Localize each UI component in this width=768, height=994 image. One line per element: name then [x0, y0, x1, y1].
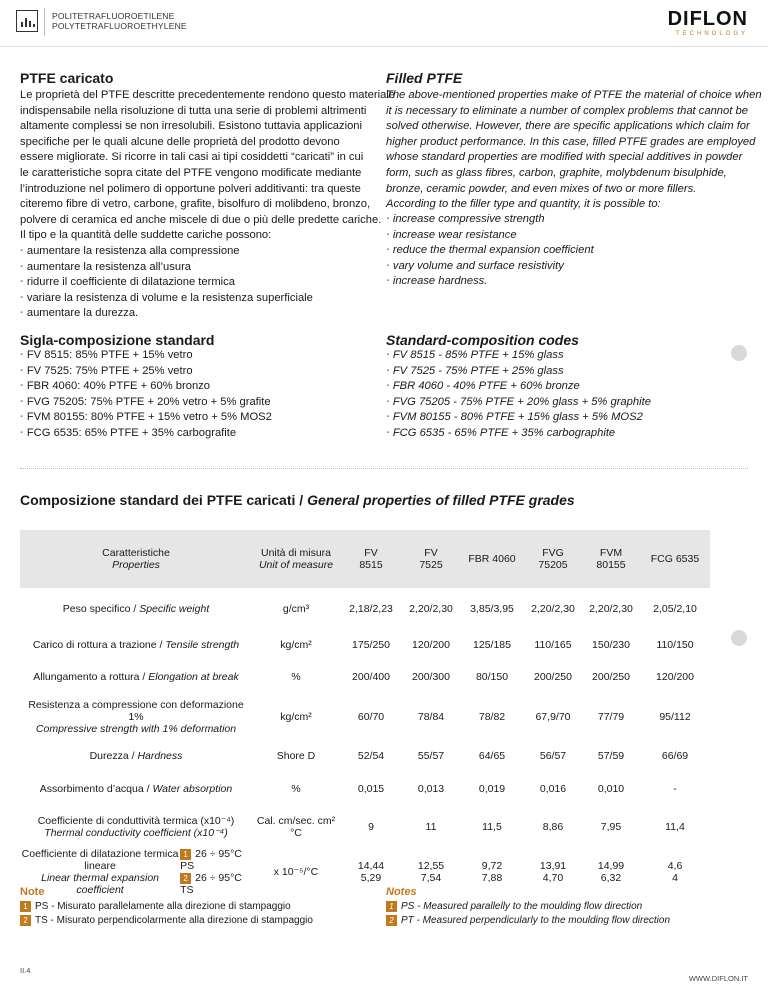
list-item: · aumentare la resistenza alla compressione — [20, 244, 313, 260]
header-fv7525: FV 7525 — [402, 530, 460, 588]
header-rule — [0, 46, 768, 47]
list-item: · increase compressive strength — [386, 212, 594, 228]
header-line-1: POLITETRAFLUOROETILENE — [52, 11, 175, 21]
list-item: · FV 8515 - 85% PTFE + 15% glass — [386, 348, 651, 364]
value-cell: 67,9/70 — [535, 711, 571, 723]
value-cell: 175/250 — [352, 639, 390, 651]
value-cell: 60/70 — [357, 711, 385, 723]
list-item: · FVG 75205: 75% PTFE + 20% vetro + 5% grafite — [20, 395, 272, 411]
list-item: · ridurre il coefficiente di dilatazione termica — [20, 275, 313, 291]
list-item: · FV 7525 - 75% PTFE + 25% glass — [386, 364, 651, 380]
value-cell: 200/400 — [352, 671, 390, 683]
value-cell: 66/69 — [661, 750, 689, 762]
text-line: whose standard properties are modified with special additives in powder — [386, 151, 743, 164]
list-item: · FV 7525: 75% PTFE + 25% vetro — [20, 364, 272, 380]
header-line-2: POLYTETRAFLUOROETHYLENE — [52, 21, 187, 31]
value-cell: 95/112 — [659, 711, 691, 723]
list-item: · FV 8515: 85% PTFE + 15% vetro — [20, 348, 272, 364]
value-cell: 0,015 — [357, 783, 385, 795]
en-bullets — [386, 212, 594, 290]
value-cell: 11 — [425, 821, 437, 833]
text-line: form, such as glass fibres, carbon, graphite, molybdenum bisulphide, — [386, 166, 727, 179]
header-fv8515: FV 8515 — [340, 530, 402, 588]
diflon-logo: DIFLON — [667, 8, 748, 30]
list-item: · increase wear resistance — [386, 228, 594, 244]
value-cell: - — [673, 783, 677, 795]
value-cell: 13,91 4,70 — [539, 860, 567, 884]
header-properties: Caratteristiche Properties — [20, 530, 252, 588]
value-cell: 0,016 — [539, 783, 567, 795]
value-cell: 120/200 — [656, 671, 694, 683]
property-cell: Resistenza a compressione con deformazione 1% Compressive strength with 1% deformation — [28, 699, 244, 735]
value-cell: 9 — [368, 821, 374, 833]
list-item: · FBR 4060 - 40% PTFE + 60% bronze — [386, 379, 651, 395]
property-cell: Durezza / Hardness — [89, 750, 183, 762]
en-title: Filled PTFE — [386, 70, 463, 86]
text-line: polvere di ceramica ed anche miscele di due o più delle predette cariche. — [20, 213, 382, 226]
property-cell: Carico di rottura a trazione / Tensile strength — [32, 639, 240, 651]
text-line: bronze, ceramic powder, and even mixes of two or more fillers. — [386, 182, 697, 195]
value-cell: 9,72 7,88 — [481, 860, 503, 884]
value-cell: 2,20/2,30 — [531, 603, 575, 615]
value-cell: 200/250 — [592, 671, 630, 683]
text-line: The above-mentioned properties make of PTFE the material of choice when — [386, 89, 762, 101]
table-row — [20, 848, 710, 896]
list-item: · reduce the thermal expansion coefficient — [386, 243, 594, 259]
unit-cell: Cal. cm/sec. cm² °C — [256, 815, 336, 839]
text-line: Le proprietà del PTFE descritte precedentemente rendono questo materiale — [20, 89, 395, 101]
it-codes-title: Sigla-composizione standard — [20, 332, 215, 348]
list-item: · aumentare la resistenza all’usura — [20, 260, 313, 276]
list-item: · variare la resistenza di volume e la resistenza superficiale — [20, 291, 313, 307]
decorative-dot — [731, 345, 747, 361]
property-cell: Assorbimento d’acqua / Water absorption — [39, 783, 233, 795]
unit-cell: % — [291, 671, 301, 683]
table-row — [20, 694, 710, 740]
it-title: PTFE caricato — [20, 70, 114, 86]
note-en-2: 2 PT - Measured perpendicularly to the moulding flow direction — [386, 914, 670, 927]
list-item: · FVM 80155 - 80% PTFE + 15% glass + 5% MOS2 — [386, 410, 651, 426]
value-cell: 2,20/2,30 — [589, 603, 633, 615]
value-cell: 77/79 — [597, 711, 625, 723]
note-it-2: 2 TS - Misurato perpendicolarmente alla direzione di stampaggio — [20, 914, 313, 927]
unit-cell: kg/cm² — [280, 711, 312, 723]
value-cell: 64/65 — [478, 750, 506, 762]
list-item: · FCG 6535: 65% PTFE + 35% carbografite — [20, 426, 272, 442]
value-cell: 2,18/2,23 — [349, 603, 393, 615]
unit-cell: kg/cm² — [280, 639, 312, 651]
value-cell: 4,6 4 — [667, 860, 683, 884]
value-cell: 11,5 — [482, 821, 502, 833]
value-cell: 150/230 — [592, 639, 630, 651]
en-codes-list — [386, 348, 651, 442]
value-cell: 78/82 — [478, 711, 506, 723]
list-item: · FVM 80155: 80% PTFE + 15% vetro + 5% MOS2 — [20, 410, 272, 426]
table-row — [20, 660, 710, 694]
properties-table — [20, 530, 710, 896]
table-title-en: General properties of filled PTFE grades — [307, 492, 575, 508]
text-line: Il tipo e la quantità delle suddette cariche possono: — [20, 229, 272, 242]
header-fcg6535: FCG 6535 — [640, 530, 710, 588]
value-cell: 52/54 — [357, 750, 385, 762]
property-cell: Allungamento a rottura / Elongation at break — [33, 671, 239, 683]
list-item: · increase hardness. — [386, 274, 594, 290]
value-cell: 0,010 — [597, 783, 625, 795]
table-header-row — [20, 530, 710, 588]
value-cell: 7,95 — [600, 821, 622, 833]
it-paragraph — [20, 88, 395, 244]
value-cell: 14,99 6,32 — [597, 860, 625, 884]
unit-cell: % — [291, 783, 301, 795]
table-row — [20, 740, 710, 772]
text-line: citeremo fibre di vetro, carbone, grafite, bisolfuro di molibdeno, bronzo, — [20, 198, 371, 211]
value-cell: 78/84 — [417, 711, 445, 723]
list-item: · FBR 4060: 40% PTFE + 60% bronzo — [20, 379, 272, 395]
table-row — [20, 772, 710, 806]
value-cell: 0,013 — [417, 783, 445, 795]
text-line: altamente complessi se non irresolubili. Esistono tuttavia applicazioni — [20, 120, 363, 133]
list-item: · FVG 75205 - 75% PTFE + 20% glass + 5% graphite — [386, 395, 651, 411]
header-unit: Unità di misura Unit of measure — [252, 530, 340, 588]
table-row — [20, 588, 710, 630]
list-item: · aumentare la durezza. — [20, 306, 313, 322]
value-cell: 11,4 — [665, 821, 685, 833]
property-cell: Peso specifico / Specific weight — [62, 603, 210, 615]
bar-chart-icon — [16, 10, 38, 32]
text-line: According to the filler type and quantity, it is possible to: — [386, 198, 661, 211]
text-line: le caratteristiche sopra citate del PTFE vengono modificate mediante — [20, 166, 362, 179]
text-line: higher product performance. In this case, filled PTFE grades are employed — [386, 135, 756, 148]
value-cell: 2,05/2,10 — [653, 603, 697, 615]
page-number: II.4 — [20, 966, 31, 975]
website: WWW.DIFLON.IT — [688, 974, 748, 983]
list-item: · FCG 6535 - 65% PTFE + 35% carbographite — [386, 426, 651, 442]
unit-cell: Shore D — [276, 750, 316, 762]
value-cell: 0,019 — [478, 783, 506, 795]
unit-cell: x 10⁻⁵/°C — [273, 866, 319, 878]
en-paragraph — [386, 88, 762, 213]
value-cell: 125/185 — [473, 639, 511, 651]
text-line: essere migliorate. Si ricorre in tali casi ai tipi cosiddetti “caricati” in cui — [20, 151, 364, 164]
value-cell: 3,85/3,95 — [470, 603, 514, 615]
value-cell: 110/165 — [534, 639, 572, 651]
value-cell: 200/300 — [412, 671, 450, 683]
header-fbr4060: FBR 4060 — [460, 530, 524, 588]
value-cell: 110/150 — [656, 639, 694, 651]
value-cell: 57/59 — [597, 750, 625, 762]
notes-en-title: Notes — [386, 886, 417, 898]
value-cell: 80/150 — [475, 671, 509, 683]
list-item: · vary volume and surface resistivity — [386, 259, 594, 275]
text-line: solved otherwise. However, there are specific applications which claim for — [386, 120, 750, 133]
value-cell: 8,86 — [542, 821, 564, 833]
property-cell: Coefficiente di conduttività termica (x10⁻⁴) Thermal conductivity coefficient (x10⁻⁴) — [37, 815, 235, 839]
note-en-1: 1 PS - Measured parallelly to the moulding flow direction — [386, 900, 642, 913]
table-row — [20, 806, 710, 848]
value-cell: 55/57 — [417, 750, 445, 762]
notes-it-title: Note — [20, 886, 45, 898]
en-codes-title: Standard-composition codes — [386, 332, 579, 348]
table-row — [20, 630, 710, 660]
header-divider — [44, 8, 45, 36]
table-title-it: Composizione standard dei PTFE caricati / — [20, 492, 308, 508]
value-cell: 12,55 7,54 — [417, 860, 445, 884]
value-cell: 200/250 — [534, 671, 572, 683]
unit-cell: g/cm³ — [282, 603, 310, 615]
header-fvm80155: FVM 80155 — [582, 530, 640, 588]
section-divider — [20, 468, 748, 469]
text-line: l’introduzione nel polimero di opportune polveri additivanti: tra queste — [20, 182, 361, 195]
note-it-1: 1 PS - Misurato parallelamente alla direzione di stampaggio — [20, 900, 291, 913]
it-codes-list — [20, 348, 272, 442]
text-line: it is necessary to eliminate a number of complex problems that cannot be — [386, 104, 748, 117]
value-cell: 14,44 5,29 — [357, 860, 385, 884]
header-fvg75205: FVG 75205 — [524, 530, 582, 588]
table-title — [20, 492, 575, 508]
it-bullets — [20, 244, 313, 322]
text-line: specifiche per le quali alcune delle proprietà del prodotto devono — [20, 135, 340, 148]
logo-subtitle: TECHNOLOGY — [675, 31, 748, 37]
value-cell: 56/57 — [539, 750, 567, 762]
decorative-dot — [731, 630, 747, 646]
value-cell: 2,20/2,30 — [409, 603, 453, 615]
property-cell: Coefficiente di dilatazione termica lineare Linear thermal expansion coefficient 1 26 ÷ 95°C PS 2 26 ÷ 95°C TS — [21, 848, 242, 896]
value-cell: 120/200 — [412, 639, 450, 651]
text-line: indispensabile nella risoluzione di tutta una serie di problemi altrimenti — [20, 104, 367, 117]
